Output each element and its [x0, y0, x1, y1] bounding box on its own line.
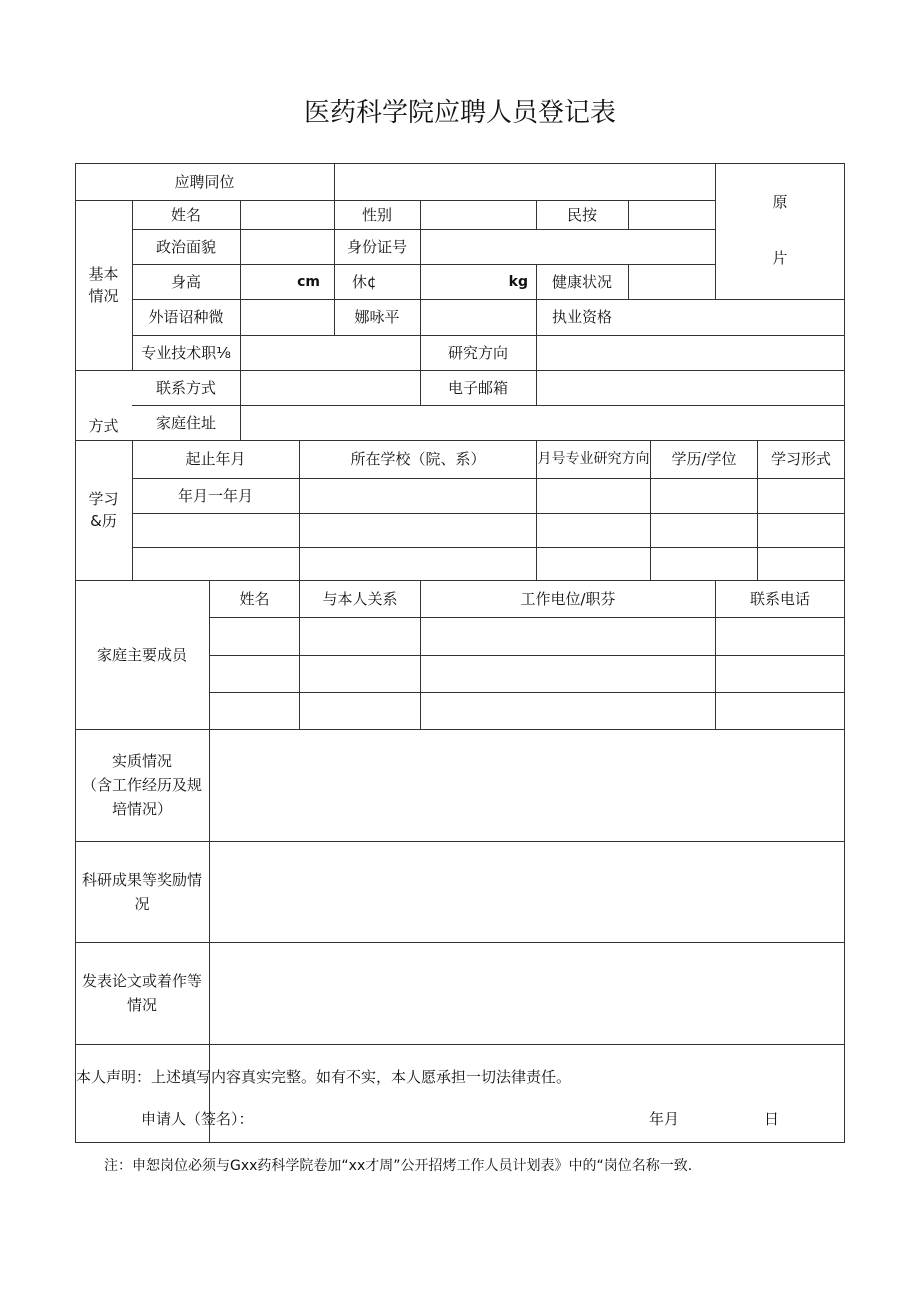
family-header-name: 姓名	[239, 589, 270, 608]
position-label: 应聘同位	[174, 172, 235, 191]
practice-label: 实质情况 （含工作经历及规 培情况）	[81, 752, 202, 818]
study-header-major: 月号专业研究方向	[537, 451, 650, 467]
contact-section-label: 方式	[88, 417, 119, 435]
photo-label-bottom: 片	[772, 249, 788, 267]
papers-label: 发表论文或着作等 情况	[81, 972, 202, 1014]
registration-form	[75, 163, 845, 1143]
ethnicity-field[interactable]	[629, 200, 715, 229]
height-label: 身高	[170, 272, 201, 291]
footnote: 注：申恕岗位必须与Gxx药科学院卷加“xx才周”公开招烤工作人员计划表》中的“岗位名称一致.	[104, 1158, 693, 1174]
study-header-school: 所在学校（院、系）	[350, 450, 486, 468]
gender-field[interactable]	[421, 200, 536, 229]
family-header-work: 工作电位/职芬	[520, 589, 616, 608]
practice-field[interactable]	[210, 729, 844, 841]
height-unit: cm	[297, 273, 320, 290]
health-status-label: 健康状况	[551, 272, 612, 291]
date-day-label: 日	[764, 1110, 780, 1128]
gender-label: 性别	[361, 205, 392, 224]
phone-field[interactable]	[241, 370, 420, 405]
research-results-label: 科研成果等奖励情 况	[81, 870, 202, 913]
address-label: 家庭住址	[155, 413, 216, 432]
papers-field[interactable]	[210, 942, 844, 1044]
basic-info-section-label: 基本 情况	[88, 265, 119, 305]
study-period-example: 年月一年月	[177, 486, 253, 505]
photo-label-top: 原	[772, 193, 788, 211]
license-label: 执业资格	[551, 308, 612, 326]
weight-label: 休¢	[352, 272, 377, 291]
language-field[interactable]	[241, 299, 334, 335]
family-header-relation: 与本人关系	[322, 589, 398, 608]
applicant-signature-label: 申请人（签名）：	[141, 1110, 254, 1128]
weight-unit: kg	[508, 273, 528, 290]
date-year-month-label: 年月	[649, 1110, 680, 1128]
health-status-field[interactable]	[629, 264, 715, 299]
email-field[interactable]	[537, 370, 844, 405]
political-status-label: 政治面貌	[155, 237, 216, 256]
study-history-section-label: 学习 &历	[88, 490, 119, 530]
id-number-label: 身份证号	[346, 237, 407, 256]
name-field[interactable]	[241, 200, 334, 229]
research-results-field[interactable]	[210, 841, 844, 942]
study-header-degree: 学历/学位	[671, 450, 737, 468]
professional-title-field[interactable]	[241, 335, 420, 370]
address-field[interactable]	[241, 405, 844, 440]
position-field[interactable]	[335, 163, 715, 200]
ethnicity-label: 民按	[566, 205, 597, 224]
language-level-field[interactable]	[421, 299, 536, 335]
study-header-form: 学习形式	[770, 450, 831, 468]
name-label: 姓名	[170, 205, 201, 224]
language-label: 外语诏种微	[148, 308, 224, 326]
license-field[interactable]	[629, 299, 844, 335]
professional-title-label: 专业技术职⅛	[141, 343, 231, 362]
political-status-field[interactable]	[241, 229, 334, 264]
declaration-text: 本人声明：上述填写内容真实完整。如有不实，本人愿承担一切法律责任。	[76, 1068, 572, 1086]
family-members-section-label: 家庭主要成员	[96, 645, 187, 664]
id-number-field[interactable]	[421, 229, 715, 264]
page-title: 医药科学院应聘人员登记表	[303, 98, 616, 128]
phone-label: 联系方式	[155, 378, 216, 397]
language-level-label: 娜咏平	[354, 308, 400, 326]
family-header-phone: 联系电话	[749, 589, 810, 608]
research-direction-field[interactable]	[537, 335, 844, 370]
study-header-period: 起止年月	[185, 450, 246, 468]
research-direction-label: 研究方向	[447, 343, 508, 362]
email-label: 电子邮箱	[447, 378, 508, 397]
